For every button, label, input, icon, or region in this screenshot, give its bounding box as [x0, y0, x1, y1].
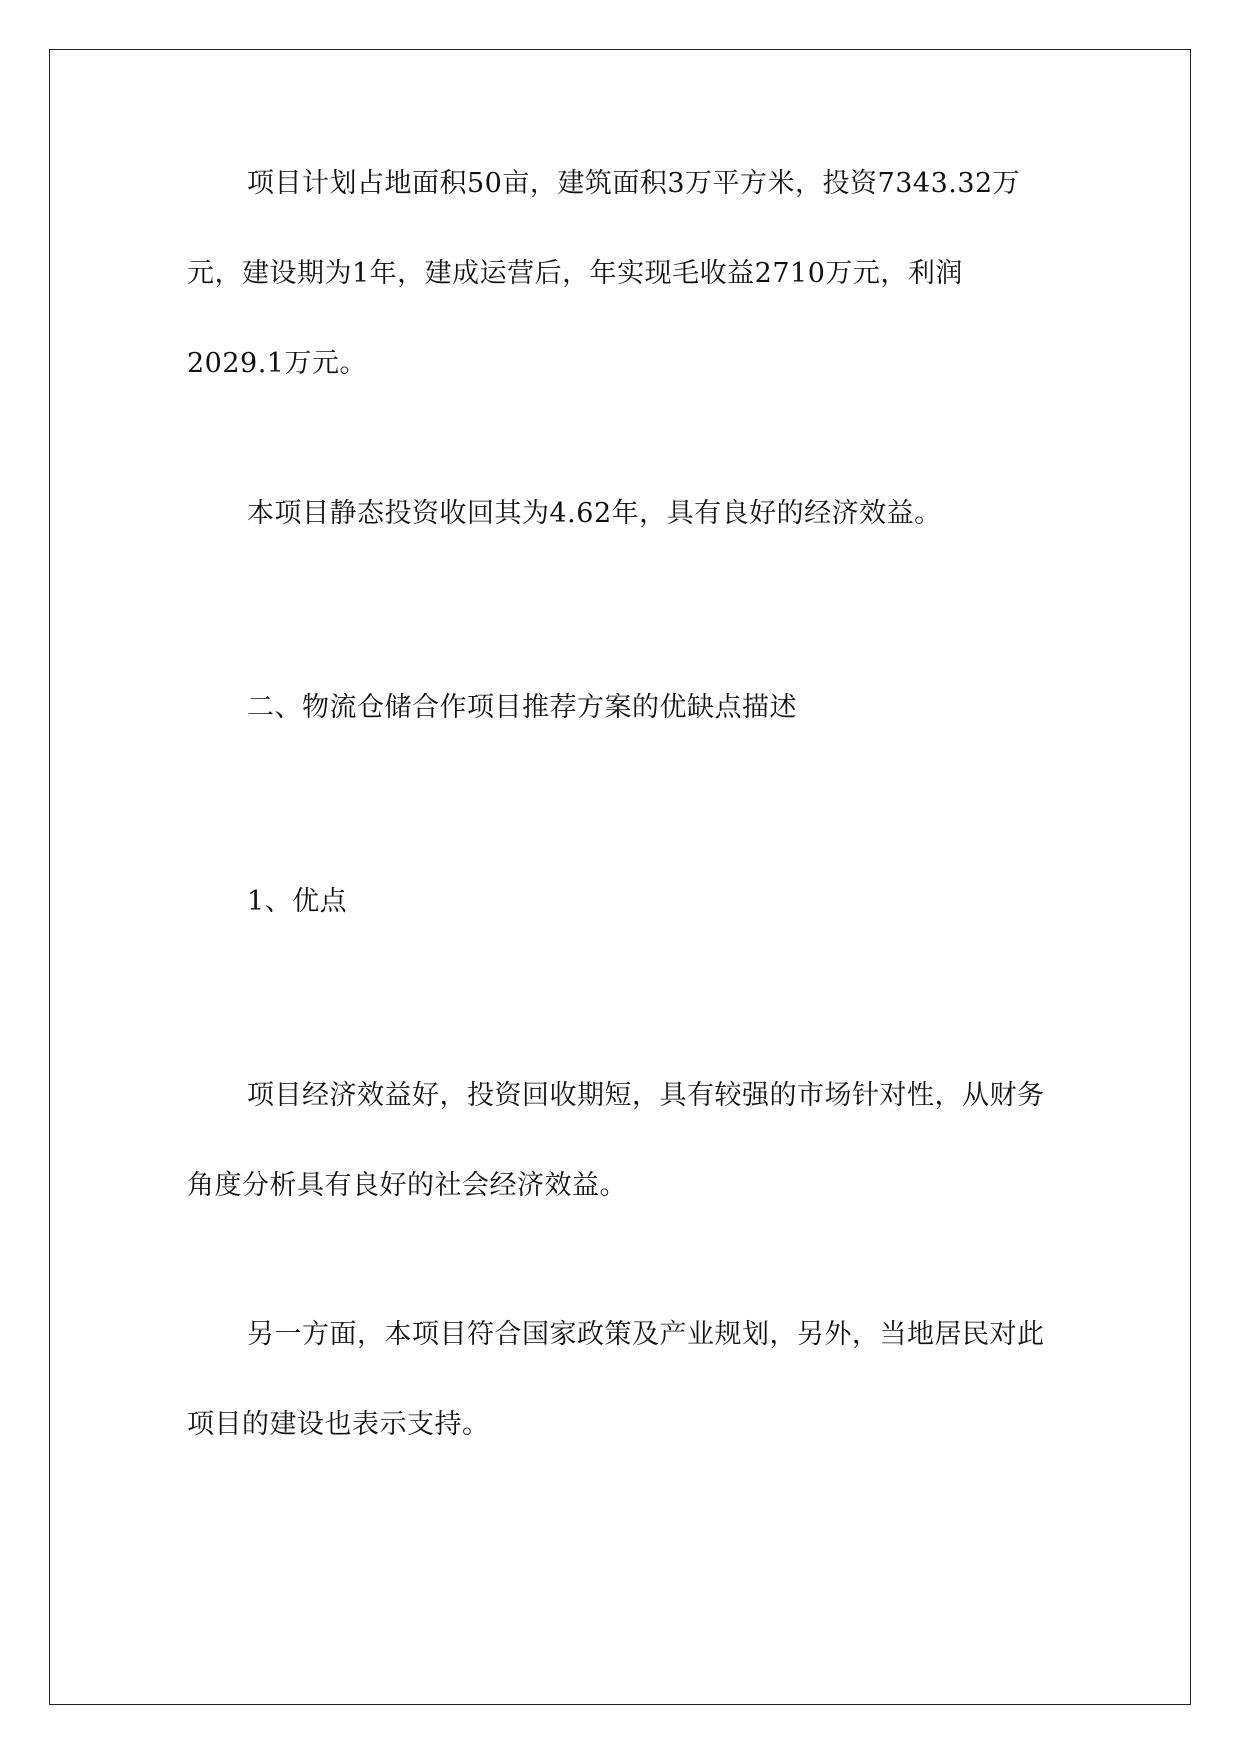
paragraph-project-overview: 项目计划占地面积50亩，建筑面积3万平方米，投资7343.32万元，建设期为1年，建成运营后，年实现毛收益2710万元，利润2029.1万元。 [187, 168, 1021, 379]
paragraph-payback-period: 本项目静态投资收回其为4.62年，具有良好的经济效益。 [247, 498, 942, 529]
section-heading-pros-cons: 二、物流仓储合作项目推荐方案的优缺点描述 [247, 692, 797, 723]
paragraph-economic-benefits: 项目经济效益好，投资回收期短，具有较强的市场针对性，从财务角度分析具有良好的社会经济效益。 [187, 1080, 1045, 1201]
paragraph-policy-support: 另一方面，本项目符合国家政策及产业规划，另外，当地居民对此项目的建设也表示支持。 [187, 1319, 1045, 1440]
subheading-advantages: 1、优点 [247, 886, 348, 917]
